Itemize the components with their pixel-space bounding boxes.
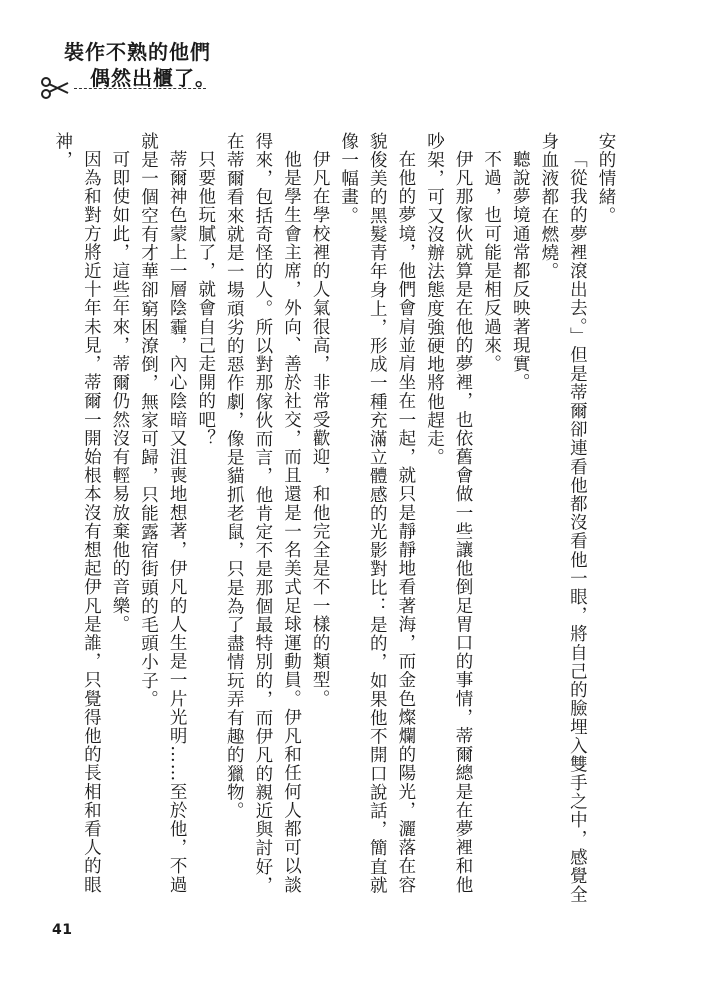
paragraph: 伊凡那傢伙就算是在他的夢裡，也依舊會做一些讓他倒足胃口的事情，蒂爾總是在夢裡和他吵架，可又沒辦法態度強硬地將他趕走。: [424, 132, 474, 894]
paragraph: 可即使如此，這些年來，蒂爾仍然沒有輕易放棄他的音樂。: [109, 149, 130, 634]
paragraph: 蒂爾神色蒙上一層陰霾，內心陰暗又沮喪地想著，伊凡的人生是一片光明……至於他，不過就是一個空有才華卻窮困潦倒，無家可歸，只能露宿街頭的毛頭小子。: [138, 132, 188, 894]
cut-line: [74, 88, 206, 89]
paragraph: 不過，也可能是相反過來。: [481, 149, 502, 373]
paragraph: 安的情緒。: [596, 132, 616, 225]
body-text: [48, 132, 620, 912]
book-title-line2: 偶然出櫃了。: [90, 66, 216, 90]
paragraph: 「從我的夢裡滾出去。」但是蒂爾卻連看他都沒看他一眼，將自己的臉埋入雙手之中，感覺全身血液都在燃燒。: [538, 132, 588, 904]
paragraph: 伊凡在學校裡的人氣很高，非常受歡迎，和他完全是不一樣的類型。: [310, 149, 331, 708]
scissors-icon: [40, 76, 70, 100]
page-number: 41: [52, 922, 73, 938]
paragraph: 在他的夢境，他們會肩並肩坐在一起，就只是靜靜地看著海，而金色燦爛的陽光，灑落在容貌俊美的黑髮青年身上，形成一種充滿立體感的光影對比：是的，如果他不開口說話，簡直就像一幅畫。: [338, 132, 416, 895]
paragraph: 他是學生會主席，外向、善於社交，而且還是一名美式足球運動員。伊凡和任何人都可以談得來，包括奇怪的人。所以對那傢伙而言，他肯定不是那個最特別的，而伊凡的親近與討好，在蒂爾看來就是一場頑劣的惡作劇，像是貓抓老鼠，只是為了盡情玩弄有趣的獵物。: [224, 132, 302, 895]
paragraph: 聽說夢境通常都反映著現實。: [510, 149, 531, 392]
paragraph: 因為和對方將近十年未見，蒂爾一開始根本沒有想起伊凡是誰，只覺得他的長相和看人的眼神，: [52, 132, 102, 894]
book-title-line1: 裝作不熟的他們: [64, 40, 211, 64]
running-header: [50, 36, 240, 106]
paragraph: 只要他玩膩了，就會自己走開的吧？: [195, 149, 216, 448]
